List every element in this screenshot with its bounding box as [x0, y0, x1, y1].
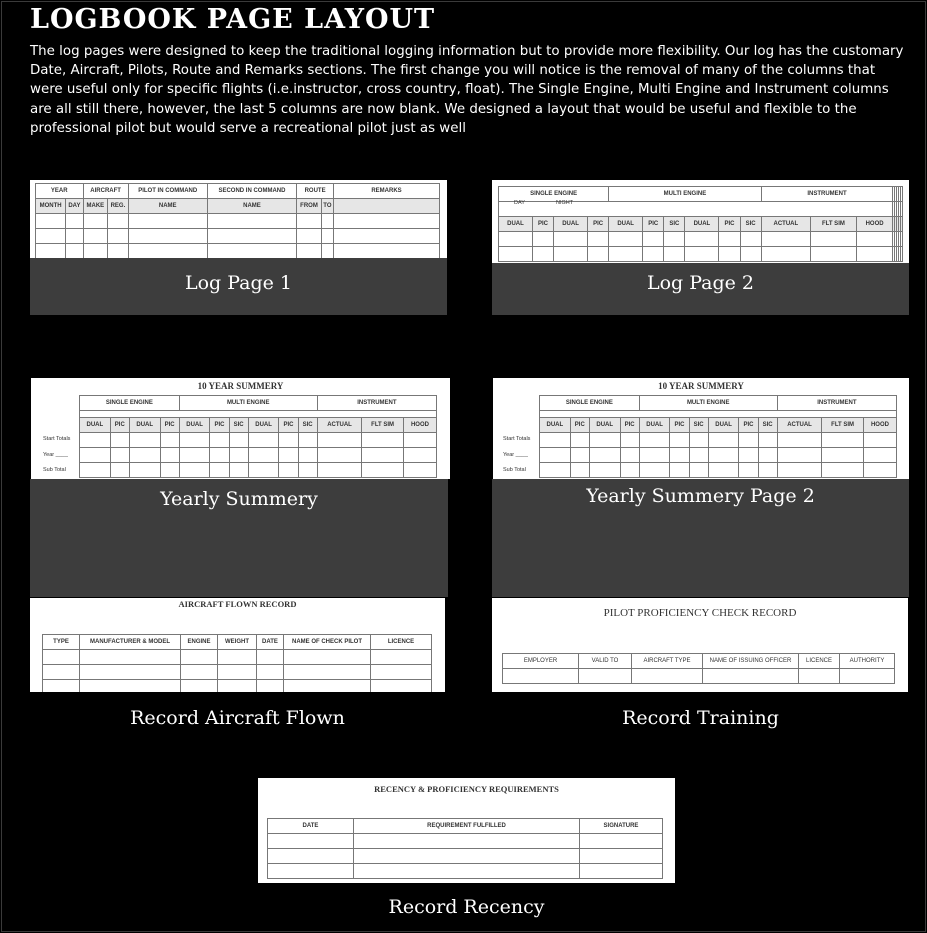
sub-header: PIC	[719, 217, 740, 232]
sub-header: DUAL	[179, 418, 210, 433]
page-title: LOGBOOK PAGE LAYOUT	[30, 4, 436, 35]
col-header: MULTI ENGINE	[609, 187, 762, 202]
summary-title: 10 YEAR SUMMERY	[658, 381, 744, 391]
sub-header: HOOD	[856, 217, 892, 232]
row-label: Year ____	[503, 452, 528, 458]
sub-header: ACTUAL	[317, 418, 362, 433]
col-header: REMARKS	[334, 184, 440, 199]
yearly-summary-2-image[interactable]	[493, 378, 909, 479]
col-header: LICENCE	[799, 654, 840, 669]
sub-header: DUAL	[248, 418, 279, 433]
sub-header: FROM	[297, 199, 322, 214]
training-caption: Record Training	[622, 707, 779, 729]
col-header: ENGINE	[181, 635, 218, 650]
intro-paragraph: The log pages were designed to keep the traditional logging information but to provide more flexibility. Our log has the customary Date, Aircraft, Pilots, Route and Remarks sections. The first change you will notice is the removal of many of the columns that were useful only for specific flights (i.e.instructor, cross country, float). The Single Engine, Multi Engine and Instrument columns are all still there, however, the last 5 columns are now blank. We designed a layout that would be useful and flexible to the professional pilot but would serve a recreational pilot just as well	[30, 44, 904, 136]
night-label: NIGHT	[556, 200, 574, 206]
sub-header: DUAL	[540, 418, 571, 433]
sub-header: TO	[321, 199, 333, 214]
sub-header: PIC	[670, 418, 689, 433]
aircraft-record-title: AIRCRAFT FLOWN RECORD	[178, 599, 297, 609]
sub-header: NAME	[128, 199, 207, 214]
aircraft-flown-image[interactable]	[30, 598, 445, 692]
col-header: AIRCRAFT TYPE	[632, 654, 703, 669]
sub-header: DUAL	[499, 217, 533, 232]
sub-header: SIC	[740, 217, 761, 232]
sub-header: FLT SIM	[362, 418, 404, 433]
sub-header: ACTUAL	[761, 217, 810, 232]
col-header: SIGNATURE	[580, 819, 663, 834]
proficiency-image[interactable]	[492, 598, 908, 692]
day-label: DAY	[514, 200, 525, 206]
row-label: Sub Total	[503, 467, 526, 473]
sub-header: PIC	[620, 418, 639, 433]
sub-header: PIC	[110, 418, 129, 433]
sub-header: PIC	[643, 217, 664, 232]
sub-header: REG.	[108, 199, 129, 214]
sub-header: MONTH	[36, 199, 66, 214]
log-page-1-caption: Log Page 1	[184, 272, 293, 294]
col-header: DATE	[268, 819, 354, 834]
sub-header: DUAL	[708, 418, 739, 433]
sub-header: DUAL	[685, 217, 719, 232]
sub-header: DUAL	[129, 418, 160, 433]
sub-header: DUAL	[80, 418, 111, 433]
yearly-summary-2-caption: Yearly Summery Page 2	[586, 485, 815, 507]
sub-header: PIC	[588, 217, 609, 232]
yearly-summary-image[interactable]	[31, 378, 450, 479]
sub-header: HOOD	[863, 418, 896, 433]
recency-image[interactable]	[258, 778, 675, 883]
col-header: YEAR	[36, 184, 84, 199]
sub-header: HOOD	[403, 418, 436, 433]
col-header: AIRCRAFT	[83, 184, 128, 199]
aircraft-flown-caption: Record Aircraft Flown	[130, 707, 345, 729]
col-header: MULTI ENGINE	[179, 396, 317, 411]
yearly-summary-caption: Yearly Summery	[160, 488, 318, 510]
col-header: AUTHORITY	[840, 654, 895, 669]
col-header: LICENCE	[371, 635, 432, 650]
sub-header: MAKE	[83, 199, 108, 214]
recency-caption: Record Recency	[388, 896, 545, 918]
col-header: DATE	[257, 635, 284, 650]
col-header: NAME OF CHECK PILOT	[284, 635, 371, 650]
sub-header: FLT SIM	[822, 418, 864, 433]
row-label: Sub Total	[43, 467, 66, 473]
col-header: NAME OF ISSUING OFFICER	[703, 654, 799, 669]
sub-header: PIC	[210, 418, 229, 433]
sub-header: DAY	[66, 199, 83, 214]
sub-header: PIC	[739, 418, 758, 433]
row-label: Start Totals	[503, 436, 531, 442]
col-header: MULTI ENGINE	[639, 396, 777, 411]
sub-header: SIC	[689, 418, 708, 433]
sub-header: PIC	[160, 418, 179, 433]
col-header: VALID TO	[579, 654, 632, 669]
col-header: SINGLE ENGINE	[80, 396, 180, 411]
col-header: SECOND IN COMMAND	[207, 184, 297, 199]
col-header: REQUIREMENT FULFILLED	[354, 819, 580, 834]
sub-header: SIC	[758, 418, 777, 433]
sub-header: DUAL	[589, 418, 620, 433]
col-header: ROUTE	[297, 184, 334, 199]
sub-header: FLT SIM	[810, 217, 856, 232]
col-header: INSTRUMENT	[777, 396, 896, 411]
log-page-1-image[interactable]	[30, 180, 447, 258]
sub-header: SIC	[664, 217, 685, 232]
col-header: INSTRUMENT	[317, 396, 436, 411]
sub-header: PIC	[570, 418, 589, 433]
summary-title: 10 YEAR SUMMERY	[197, 381, 284, 391]
row-label: Year ____	[43, 452, 68, 458]
log-page-2-image[interactable]	[492, 180, 909, 263]
col-header: MANUFACTURER & MODEL	[80, 635, 181, 650]
recency-title: RECENCY & PROFICIENCY REQUIREMENTS	[374, 784, 559, 794]
sub-header: PIC	[279, 418, 298, 433]
col-header: SINGLE ENGINE	[540, 396, 640, 411]
col-header: PILOT IN COMMAND	[128, 184, 207, 199]
sub-header: DUAL	[554, 217, 588, 232]
sub-header: DUAL	[609, 217, 643, 232]
sub-header: SIC	[229, 418, 248, 433]
col-header: INSTRUMENT	[761, 187, 893, 202]
sub-header: SIC	[298, 418, 317, 433]
sub-header: PIC	[532, 217, 553, 232]
col-header: TYPE	[43, 635, 80, 650]
sub-header: DUAL	[639, 418, 670, 433]
col-header: WEIGHT	[218, 635, 257, 650]
proficiency-title: PILOT PROFICIENCY CHECK RECORD	[603, 607, 797, 619]
sub-header: ACTUAL	[777, 418, 822, 433]
sub-header: NAME	[207, 199, 297, 214]
col-header: SINGLE ENGINE	[499, 187, 609, 202]
log-page-2-caption: Log Page 2	[646, 272, 755, 294]
row-label: Start Totals	[43, 436, 71, 442]
col-header: EMPLOYER	[503, 654, 579, 669]
